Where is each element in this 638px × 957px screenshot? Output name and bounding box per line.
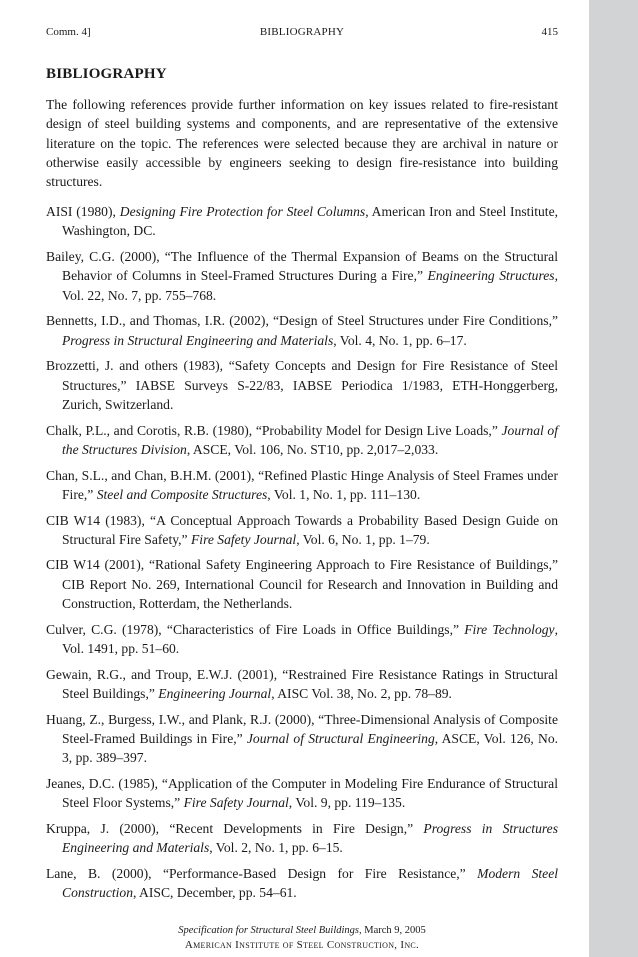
reference-text: CIB W14 (2001), “Rational Safety Engineering Approach to Fire Resistance of Buildings,” CIB Report No. 269, International Council for Research and Innovation in Building and Construction, Rotterdam, the Netherlands. [46, 557, 558, 612]
running-head [46, 26, 558, 40]
reference-details: , Vol. 22, No. 7, pp. 755–768. [62, 268, 558, 303]
reference-text: Huang, Z., Burgess, I.W., and Plank, R.J. (2000), “Three-Dimensional Analysis of Composite Steel-Framed Buildings in Fire,” [46, 711, 558, 747]
reference-details: , Vol. 1, No. 1, pp. 111–130. [267, 486, 421, 502]
reference-text: Culver, C.G. (1978), “Characteristics of Fire Loads in Office Buildings,” [46, 621, 465, 637]
reference-details: , AISC Vol. 38, No. 2, pp. 78–89. [271, 686, 452, 702]
reference-details: , Vol. 2, No. 1, pp. 6–15. [209, 840, 343, 856]
intro-paragraph: The following references provide further information on key issues related to fire-resistant design of steel building systems and components, and are representative of the extensive literature on the topic. The references were selected because they are archival in nature or otherwise easily accessible by engineers seeking to design fire-resistance into building structures. [46, 97, 558, 190]
reference-list [46, 202, 558, 909]
reference-text: Jeanes, D.C. (1985), “Application of the Computer in Modeling Fire Endurance of Structural Steel Floor Systems,” [46, 776, 558, 811]
reference-text: Kruppa, J. (2000), “Recent Developments in Fire Design,” [46, 821, 424, 836]
reference-text: CIB W14 (1983), “A Conceptual Approach Towards a Probability Based Design Guide on Structural Fire Safety,” [46, 512, 558, 547]
reference-source-title: Fire Safety Journal [190, 531, 297, 547]
reference-entry [46, 202, 558, 241]
reference-details: , Vol. 4, No. 1, pp. 6–17. [333, 332, 467, 348]
reference-source-title: Engineering Structures [427, 268, 555, 284]
reference-entry [46, 247, 558, 305]
reference-source-title: Engineering Journal [158, 686, 272, 702]
reference-entry [46, 466, 558, 505]
reference-entry [46, 819, 558, 858]
reference-details: , Vol. 1491, pp. 51–60. [62, 621, 558, 657]
reference-entry [46, 774, 558, 813]
page-number: 415 [541, 26, 558, 38]
reference-details: , American Iron and Steel Institute, Washington, DC. [62, 204, 559, 239]
reference-entry [46, 620, 558, 659]
reference-entry [46, 511, 558, 550]
reference-details: , ASCE, Vol. 126, No. 3, pp. 389–397. [62, 731, 559, 766]
footer-date: March 9, 2005 [361, 925, 426, 936]
reference-text: Gewain, R.G., and Troup, E.W.J. (2001), “Restrained Fire Resistance Ratings in Structural Steel Buildings,” [46, 666, 558, 702]
reference-entry [46, 311, 558, 350]
page-edge-strip [589, 0, 638, 957]
reference-source-title: Fire Technology [464, 621, 555, 637]
reference-details: , AISC, December, pp. 54–61. [133, 885, 297, 901]
reference-text: Lane, B. (2000), “Performance-Based Design for Fire Resistance,” [46, 865, 478, 881]
reference-details: , Vol. 9, pp. 119–135. [288, 795, 406, 811]
running-head-title: BIBLIOGRAPHY [259, 26, 345, 38]
reference-source-title: Fire Safety Journal [183, 795, 289, 811]
reference-text: Bennetts, I.D., and Thomas, I.R. (2002), “Design of Steel Structures under Fire Conditions,” [46, 313, 558, 329]
reference-entry [46, 356, 558, 414]
reference-details: , ASCE, Vol. 106, No. ST10, pp. 2,017–2,033. [186, 441, 439, 457]
reference-entry [46, 864, 558, 903]
running-head-left: Comm. 4] [46, 26, 91, 38]
reference-entry [46, 555, 558, 613]
reference-entry [46, 710, 558, 768]
reference-entry [46, 421, 558, 460]
reference-source-title: Steel and Composite Structures [96, 486, 268, 502]
footer-publication: Specification for Structural Steel Buildings, [178, 925, 362, 936]
reference-text: Chan, S.L., and Chan, B.H.M. (2001), “Refined Plastic Hinge Analysis of Steel Frames under Fire,” [46, 467, 558, 502]
reference-source-title: Designing Fire Protection for Steel Columns [119, 204, 366, 219]
footer-institute: American Institute of Steel Construction, Inc. [184, 939, 420, 951]
reference-text: Chalk, P.L., and Corotis, R.B. (1980), “Probability Model for Design Live Loads,” [46, 422, 502, 438]
reference-source-title: Modern Steel Construction [62, 865, 559, 901]
footer-line-1 [46, 924, 558, 938]
reference-source-title: Progress in Structures Engineering and Materials [62, 821, 558, 856]
reference-entry [46, 665, 558, 704]
reference-details: , Vol. 6, No. 1, pp. 1–79. [296, 531, 430, 547]
section-title: BIBLIOGRAPHY [46, 66, 167, 82]
page-footer [46, 924, 558, 952]
reference-source-title: Journal of Structural Engineering [246, 731, 435, 747]
reference-text: Bailey, C.G. (2000), “The Influence of the Thermal Expansion of Beams on the Structural Behavior of Columns in Steel-Framed Structures During a Fire,” [46, 248, 558, 284]
reference-text: Brozzetti, J. and others (1983), “Safety Concepts and Design for Fire Resistance of Steel Structures,” IABSE Surveys S-22/83, IABSE Periodica 1/1983, ETH-Honggerberg, Zurich, Switzerland. [46, 358, 558, 412]
reference-source-title: Journal of the Structures Division [62, 422, 558, 457]
reference-text: AISI (1980), [46, 204, 120, 219]
reference-source-title: Progress in Structural Engineering and Materials [62, 332, 334, 348]
